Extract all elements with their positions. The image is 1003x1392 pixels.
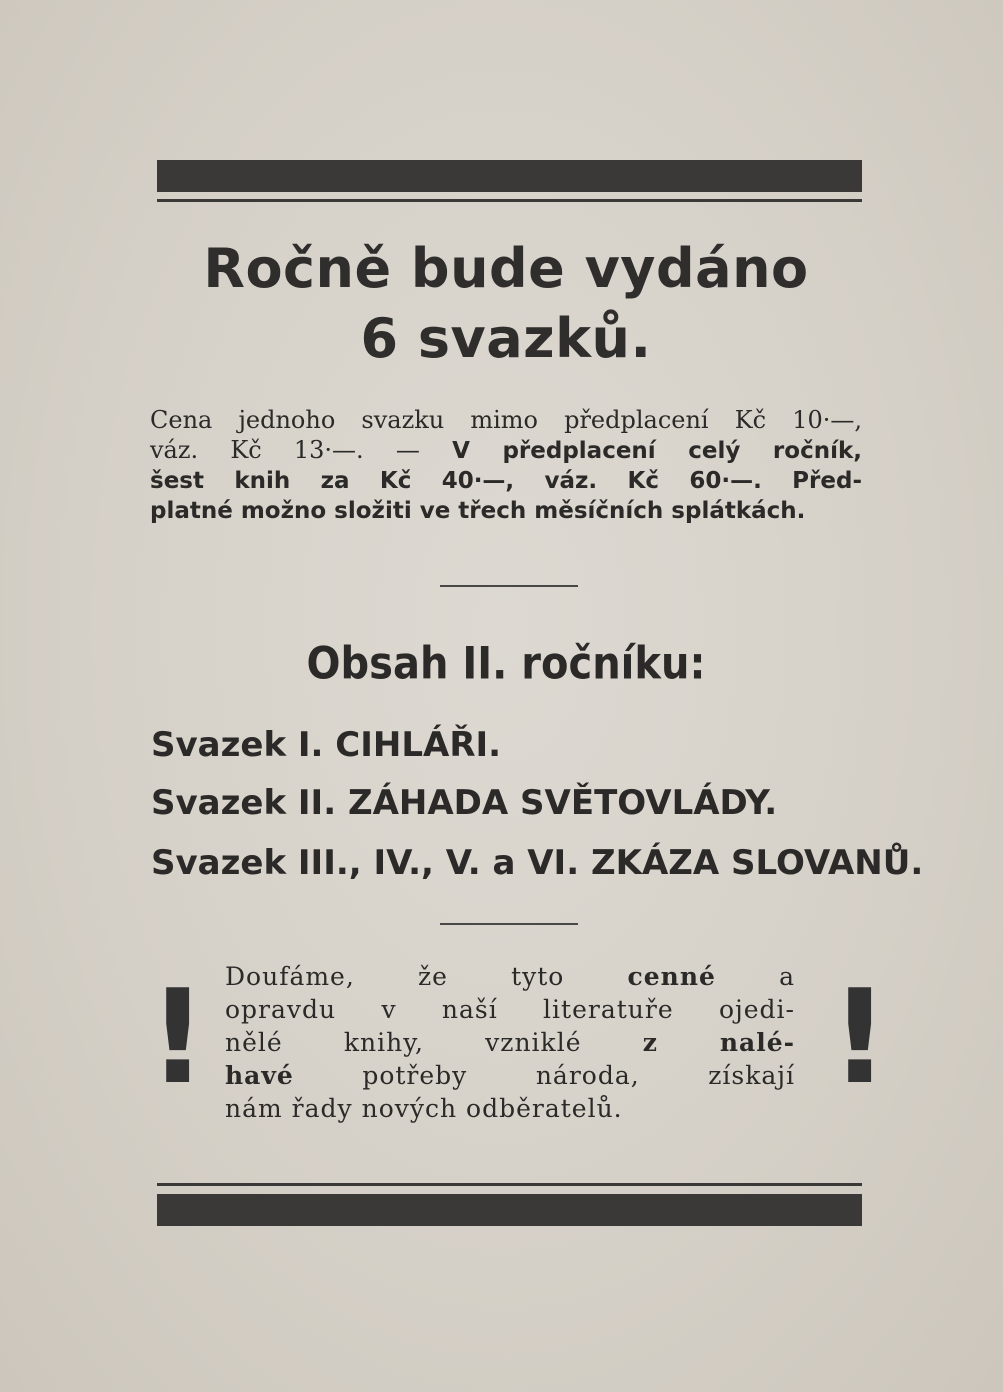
notice-line-1b: cenné [627, 962, 716, 991]
price-line-1: Cena jednoho svazku mimo předplacení Kč 10·—, [150, 406, 862, 434]
notice-line-4a: havé [225, 1061, 294, 1090]
notice-line-2: opravdu v naší literatuře ojedi- [225, 995, 795, 1024]
price-paragraph [150, 405, 862, 526]
notice-line-4 [225, 1059, 795, 1092]
notice-line-3b: z nalé- [642, 1028, 795, 1057]
headline-line-1: Ročně bude vydáno [203, 237, 809, 300]
price-line-2b: V předplacení celý ročník, [452, 438, 863, 464]
volume-2: Svazek II. ZÁHADA SVĚTOVLÁDY. [151, 783, 778, 823]
bottom-thick-rule [157, 1194, 862, 1226]
volume-3: Svazek III., IV., V. a VI. ZKÁZA SLOVANŮ. [151, 843, 924, 883]
price-line-2a: váz. Kč 13·—. — [150, 436, 420, 464]
volume-1: Svazek I. CIHLÁŘI. [151, 725, 502, 765]
notice-line-3 [225, 1026, 795, 1059]
notice-line-4b: potřeby národa, získají [362, 1061, 795, 1090]
price-line-4: platné možno složiti ve třech měsíčních splátkách. [150, 498, 806, 524]
top-thick-rule [157, 160, 862, 192]
contents-title: Obsah II. ročníku: [306, 638, 706, 690]
separator-1 [440, 585, 578, 587]
bottom-thin-rule [157, 1183, 862, 1186]
price-line-3: šest knih za Kč 40·—, váz. Kč 60·—. Před- [150, 468, 862, 494]
exclamation-right: ! [830, 961, 890, 1113]
notice-line-1c: a [779, 962, 795, 991]
notice-line-5: nám řady nových odběratelů. [225, 1094, 623, 1123]
exclamation-left: ! [148, 961, 208, 1113]
price-line-2 [150, 435, 862, 466]
headline-line-2: 6 svazků. [360, 307, 652, 370]
notice-line-1 [225, 960, 795, 993]
notice-line-1a: Doufáme, že tyto [225, 962, 565, 991]
separator-2 [440, 923, 578, 925]
notice-paragraph [225, 960, 795, 1125]
top-thin-rule [157, 199, 862, 202]
notice-line-3a: nělé knihy, vzniklé [225, 1028, 582, 1057]
